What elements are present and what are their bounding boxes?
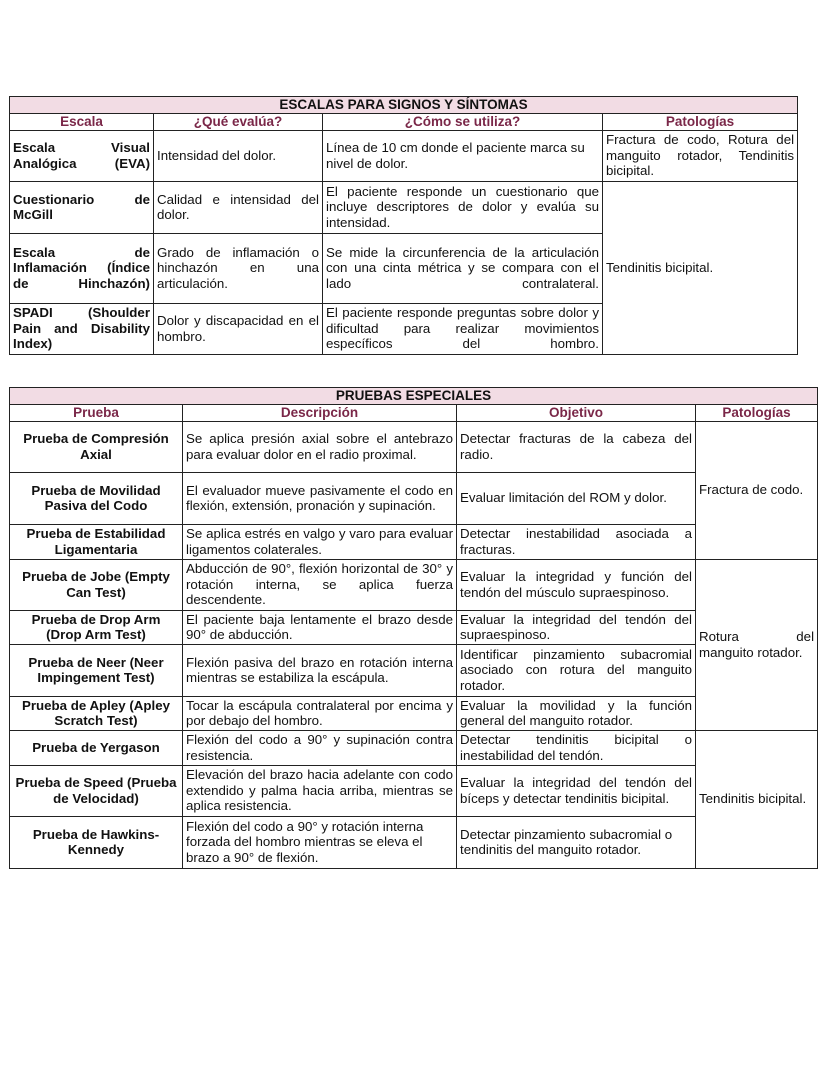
prueba-name: Prueba de Compresión Axial xyxy=(10,421,183,472)
prueba-descripcion: Flexión del codo a 90° y rotación interna forzada del hombro mientras se eleva el brazo a 90° de flexión. xyxy=(183,816,457,868)
pruebas-header-prueba: Prueba xyxy=(10,404,183,421)
escalas-header-patologias: Patologías xyxy=(603,113,798,130)
escalas-patologia-cell: Fractura de codo, Rotura del manguito rotador, Tendinitis bicipital. xyxy=(603,130,798,181)
escalas-header-uso: ¿Cómo se utiliza? xyxy=(323,113,603,130)
pruebas-row xyxy=(10,730,818,765)
prueba-name: Prueba de Jobe (Empty Can Test) xyxy=(10,559,183,610)
pruebas-row xyxy=(10,421,818,472)
prueba-descripcion: Flexión del codo a 90° y supinación contra resistencia. xyxy=(183,730,457,765)
escala-name: Escala Visual Analógica (EVA) xyxy=(10,130,154,181)
escala-uso: El paciente responde un cuestionario que incluye descriptores de dolor y evalúa su intensidad. xyxy=(323,181,603,233)
pruebas-patologia-cell: Tendinitis bicipital. xyxy=(696,730,818,868)
prueba-descripcion: Flexión pasiva del brazo en rotación interna mientras se estabiliza la escápula. xyxy=(183,644,457,696)
prueba-objetivo: Evaluar la integridad del tendón del bíceps y detectar tendinitis bicipital. xyxy=(457,765,696,816)
prueba-objetivo: Detectar inestabilidad asociada a fracturas. xyxy=(457,524,696,559)
prueba-objetivo: Detectar tendinitis bicipital o inestabilidad del tendón. xyxy=(457,730,696,765)
prueba-name: Prueba de Drop Arm (Drop Arm Test) xyxy=(10,610,183,644)
prueba-descripcion: Abducción de 90°, flexión horizontal de 30° y rotación interna, se aplica fuerza descendente. xyxy=(183,559,457,610)
escalas-header-evalua: ¿Qué evalúa? xyxy=(154,113,323,130)
escala-evalua: Grado de inflamación o hinchazón en una articulación. xyxy=(154,233,323,303)
prueba-objetivo: Evaluar limitación del ROM y dolor. xyxy=(457,472,696,524)
prueba-name: Prueba de Speed (Prueba de Velocidad) xyxy=(10,765,183,816)
pruebas-patologia-cell: Fractura de codo. xyxy=(696,421,818,559)
prueba-objetivo: Evaluar la movilidad y la función general del manguito rotador. xyxy=(457,696,696,730)
escala-evalua: Calidad e intensidad del dolor. xyxy=(154,181,323,233)
escala-evalua: Dolor y discapacidad en el hombro. xyxy=(154,303,323,354)
prueba-descripcion: Tocar la escápula contralateral por encima y por debajo del hombro. xyxy=(183,696,457,730)
escalas-table xyxy=(9,96,798,355)
escala-name: SPADI (Shoulder Pain and Disability Index) xyxy=(10,303,154,354)
prueba-name: Prueba de Hawkins-Kennedy xyxy=(10,816,183,868)
prueba-objetivo: Detectar fracturas de la cabeza del radio. xyxy=(457,421,696,472)
prueba-name: Prueba de Apley (Apley Scratch Test) xyxy=(10,696,183,730)
prueba-descripcion: Se aplica estrés en valgo y varo para evaluar ligamentos colaterales. xyxy=(183,524,457,559)
prueba-name: Prueba de Movilidad Pasiva del Codo xyxy=(10,472,183,524)
pruebas-title: PRUEBAS ESPECIALES xyxy=(10,388,818,405)
prueba-objetivo: Identificar pinzamiento subacromial asociado con rotura del manguito rotador. xyxy=(457,644,696,696)
pruebas-header-patologias: Patologías xyxy=(696,404,818,421)
escala-uso: Línea de 10 cm donde el paciente marca su nivel de dolor. xyxy=(323,130,603,181)
escalas-patologia-cell: Tendinitis bicipital. xyxy=(603,181,798,354)
prueba-name: Prueba de Neer (Neer Impingement Test) xyxy=(10,644,183,696)
prueba-descripcion: Elevación del brazo hacia adelante con codo extendido y palma hacia arriba, mientras se aplica resistencia. xyxy=(183,765,457,816)
prueba-objetivo: Detectar pinzamiento subacromial o tendinitis del manguito rotador. xyxy=(457,816,696,868)
escala-uso: Se mide la circunferencia de la articulación con una cinta métrica y se compara con el lado contralateral. xyxy=(323,233,603,303)
prueba-descripcion: El paciente baja lentamente el brazo desde 90° de abducción. xyxy=(183,610,457,644)
prueba-name: Prueba de Estabilidad Ligamentaria xyxy=(10,524,183,559)
escala-name: Escala de Inflamación (Índice de Hinchazón) xyxy=(10,233,154,303)
prueba-objetivo: Evaluar la integridad del tendón del supraespinoso. xyxy=(457,610,696,644)
prueba-descripcion: El evaluador mueve pasivamente el codo en flexión, extensión, pronación y supinación. xyxy=(183,472,457,524)
pruebas-header-descripcion: Descripción xyxy=(183,404,457,421)
pruebas-table xyxy=(9,387,818,869)
escala-name: Cuestionario de McGill xyxy=(10,181,154,233)
escalas-header-escala: Escala xyxy=(10,113,154,130)
prueba-descripcion: Se aplica presión axial sobre el antebrazo para evaluar dolor en el radio proximal. xyxy=(183,421,457,472)
escalas-row xyxy=(10,181,798,233)
pruebas-patologia-cell: Rotura del manguito rotador. xyxy=(696,559,818,730)
escalas-title: ESCALAS PARA SIGNOS Y SÍNTOMAS xyxy=(10,97,798,114)
pruebas-header-objetivo: Objetivo xyxy=(457,404,696,421)
escala-uso: El paciente responde preguntas sobre dolor y dificultad para realizar movimientos específicos del hombro. xyxy=(323,303,603,354)
escala-evalua: Intensidad del dolor. xyxy=(154,130,323,181)
escalas-row xyxy=(10,130,798,181)
prueba-objetivo: Evaluar la integridad y función del tendón del músculo supraespinoso. xyxy=(457,559,696,610)
pruebas-row xyxy=(10,559,818,610)
prueba-name: Prueba de Yergason xyxy=(10,730,183,765)
